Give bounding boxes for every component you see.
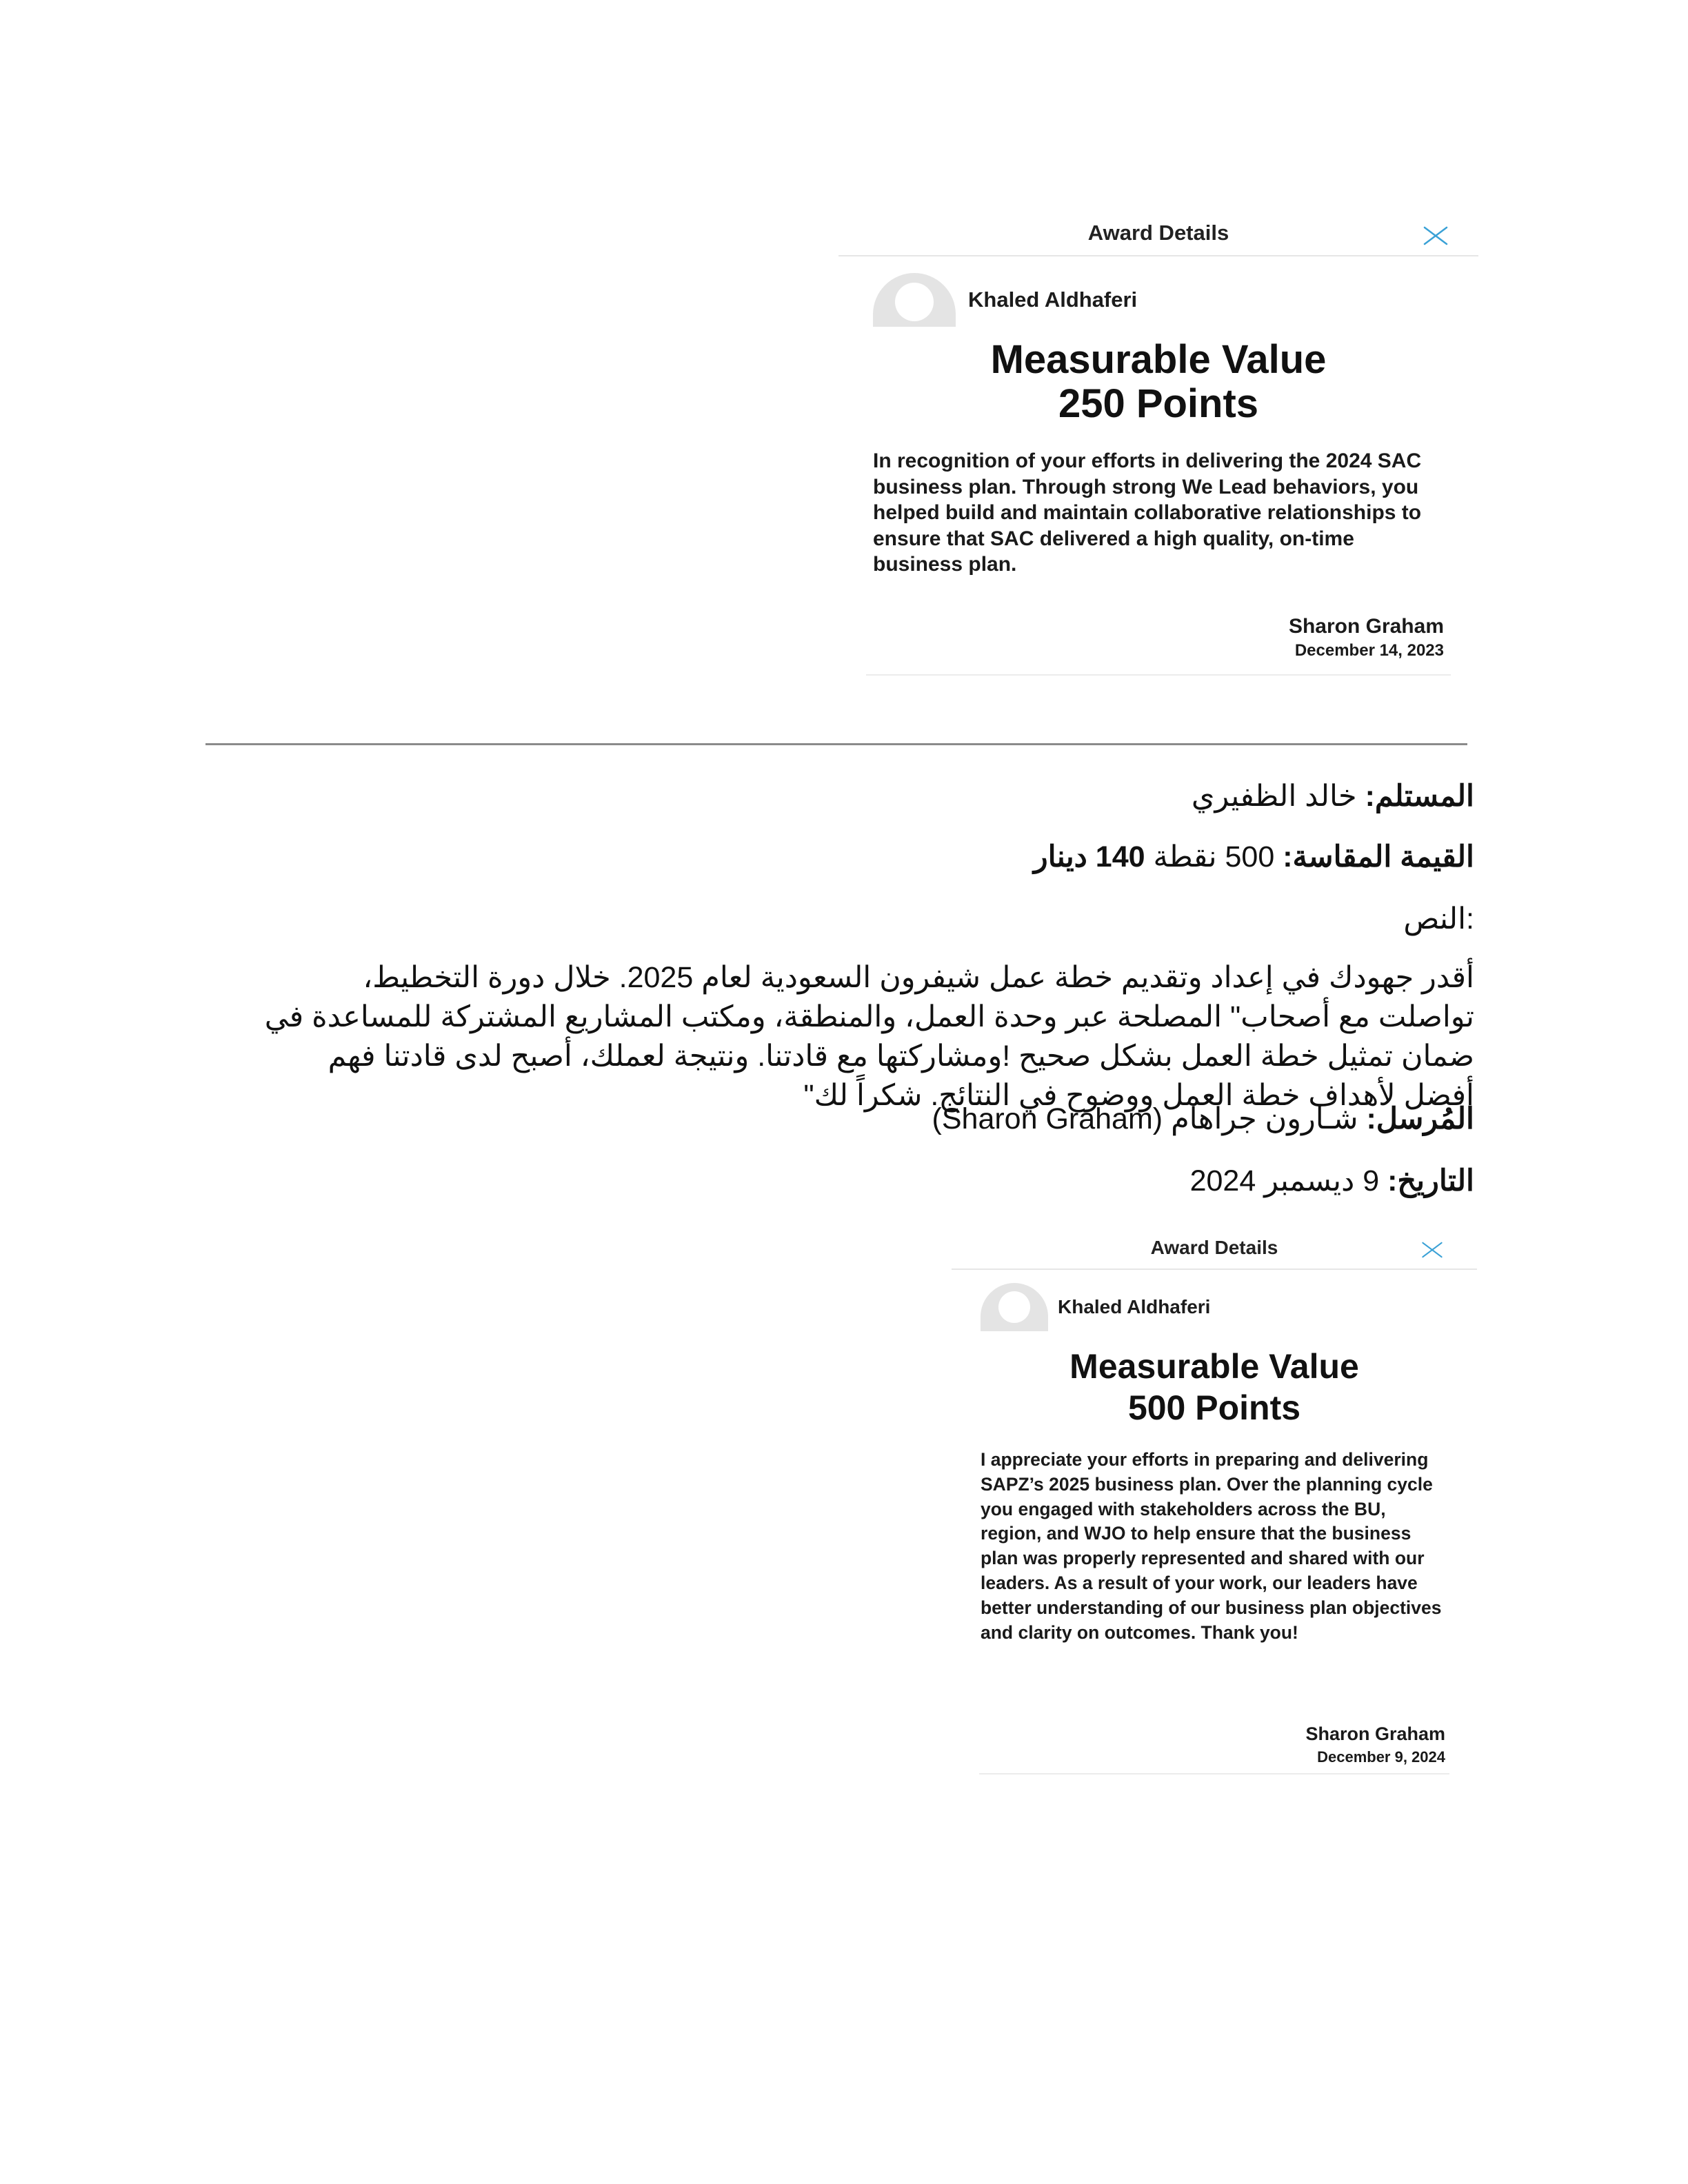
recipient-name: Khaled Aldhaferi: [1058, 1296, 1211, 1317]
award-title: [838, 338, 1478, 426]
sender-label: المُرسل:: [1366, 1102, 1474, 1135]
measured-value-label: القيمة المقاسة:: [1283, 840, 1474, 873]
recipient-line: [1192, 779, 1474, 813]
date-value: 9 ديسمبر 2024: [1189, 1164, 1380, 1197]
card-divider: [979, 1773, 1449, 1775]
close-icon[interactable]: [1420, 1238, 1444, 1262]
sender-name: Sharon Graham: [1288, 615, 1444, 638]
award-title: [952, 1346, 1477, 1428]
date-label: التاريخ:: [1387, 1164, 1474, 1197]
award-details-title: Award Details: [1150, 1237, 1278, 1258]
award-category: Measurable Value: [990, 337, 1327, 382]
text-label: :النص: [1403, 902, 1474, 936]
text-label-line: [1403, 902, 1474, 936]
section-separator: [205, 743, 1467, 745]
translated-message: أقدر جهودك في إعداد وتقديم خطة عمل شيفرون السعودية لعام 2025. خلال دورة التخطيط، تواصلت مع أصحاب" المصلحة عبر وحدة العمل، والمنطقة، ومكتب المشاريع المشتركة للمساعدة في ضمان تمثيل خطة العمل بشكل صحيح !ومشاركتها مع قادتنا. ونتيجة لعملك، أصبح لدى قادتنا فهم أفضل لأهداف خطة العمل ووضوح في النتائج. شكراً لك": [264, 961, 1474, 1112]
measured-value-money: 140 دينار: [1033, 840, 1145, 873]
recipient-value: خالد الظفيري: [1191, 780, 1357, 813]
recipient-row: [873, 272, 1137, 327]
date-line: [1190, 1164, 1474, 1198]
award-message: In recognition of your efforts in delivering the 2024 SAC business plan. Through strong We Lead behaviors, you helped build and maintain collaborative relationships to ensure that SAC delivered a high quality, on-time business plan.: [873, 449, 1422, 576]
award-points: 250 Points: [1058, 381, 1259, 426]
award-date: December 9, 2024: [1317, 1748, 1445, 1766]
award-category: Measurable Value: [1069, 1347, 1359, 1386]
award-details-header: [952, 1227, 1477, 1270]
recipient-name: Khaled Aldhaferi: [968, 287, 1138, 312]
award-details-title: Award Details: [1087, 221, 1229, 245]
sender-name: Sharon Graham: [1305, 1723, 1445, 1744]
award-date: December 14, 2023: [1294, 641, 1444, 660]
card-divider: [866, 674, 1451, 676]
recipient-row: [981, 1282, 1210, 1332]
avatar: [873, 273, 956, 327]
award-details-header: [838, 207, 1478, 256]
close-icon[interactable]: [1422, 222, 1449, 250]
recipient-label: المستلم:: [1365, 780, 1474, 813]
award-details-card-1: [838, 207, 1478, 676]
sender-english-name: (Sharon Graham): [932, 1102, 1163, 1135]
award-details-card-2: [952, 1227, 1477, 1775]
award-points: 500 Points: [1127, 1388, 1301, 1427]
sender-value: شـارون جراهام: [1171, 1102, 1358, 1135]
avatar: [981, 1283, 1048, 1331]
measured-value-line: [1034, 840, 1474, 874]
measured-value-points: 500 نقطة: [1153, 840, 1275, 873]
award-message: I appreciate your efforts in preparing and delivering SAPZ’s 2025 business plan. Over the planning cycle you engaged with stakeholders across the BU, region, and WJO to help ensure that the business plan was properly represented and shared with our leaders. As a result of your work, our leaders have better understanding of our business plan objectives and clarity on outcomes. Thank you!: [981, 1449, 1442, 1643]
